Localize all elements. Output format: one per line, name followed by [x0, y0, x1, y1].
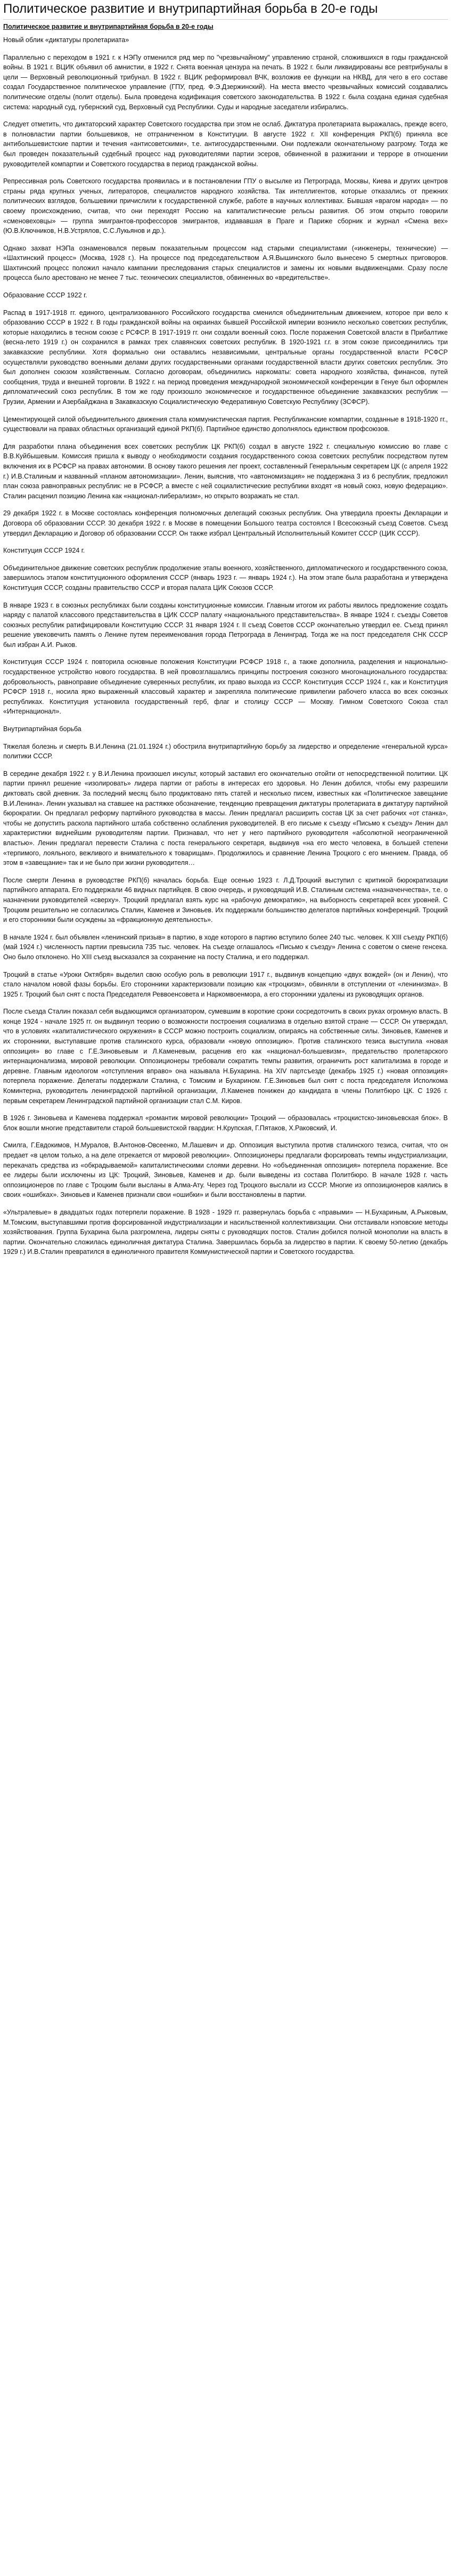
paragraph: Для разработки плана объединения всех советских республик ЦК РКП(б) создал в августе 1922 г. специальную комиссию во главе с В.В.Куйбышевым. Комиссия пришла к выводу о необходимости создания государственного союза советских республик посредством путем включения их в РСФСР на правах автономии. В основу такого решения лег проект, составленный Генеральным секретарем ЦК (с апреля 1922 г.) И.В.Сталиным и названный «планом автономизации». Ленин, выяснив, что «автономизация» не поддержана 3 из 6 республик, предложил план союза равноправных республик: не в РСФСР, а вместе с ней социалистические республики входят «в новый союз, новую федерацию». Сталин расценил позицию Ленина как «национал-либерализм», но открыто возражать не стал.	[3, 442, 448, 500]
page-title: Политическое развитие и внутрипартийная борьба в 20-е годы	[3, 2, 378, 16]
paragraph: Следует отметить, что диктаторский характер Советского государства при этом не ослаб. Диктатура пролетариата выражалась, прежде всего, в полновластии партии большевиков, не отграниченном в Конституции. В августе 1922 г. XII конференция РКП(б) приняла все антибольшевистские партии и течения «антисоветскими», т.е. антигосударственными. Они подлежали окончательному разгрому. Тогда же был проведен показательный судебный процесс над руководителями партии эсеров, обвиненной в разжигании и терроре в отношении руководителей компартии и Советского государства в период гражданской войны.	[3, 120, 448, 168]
paragraph: Тяжелая болезнь и смерть В.И.Ленина (21.01.1924 г.) обострила внутрипартийную борьбу за лидерство и определение «генеральной курса» политики СССР.	[3, 742, 448, 760]
article-subtitle: Политическое развитие и внутрипартийная борьба в 20-е годы	[3, 23, 214, 30]
paragraph: 29 декабря 1922 г. в Москве состоялась конференция полномочных делегаций союзных республик. Она утвердила проекты Декларации и Договора об образовании СССР. 30 декабря 1922 г. в Москве в помещении Большого театра состоялся I Всесоюзный съезд Советов. Съезд утвердил Декларацию и Договор об образовании СССР. Он также избрал Центральный Исполнительный Комитет СССР (ЦИК СССР).	[3, 509, 448, 537]
paragraph: «Ультралевые» в двадцатых годах потерпели поражение. В 1928 - 1929 гг. развернулась борьба с «правыми» — Н.Бухариным, А.Рыковым, М.Томским, выступавшими против форсированной индустриализации и насильственной коллективизации. Они отстаивали нэповские методы хозяйствования. Группа Бухарина была разгромлена, лидеры сняты с руководящих постов. Сталин добился полной монополии на власть в партии. Окончательно сложилась единоличная диктатура Сталина. Завершилась борьба за лидерство в партии. К своему 50-летию (декабрь 1929 г.) И.В.Сталин превратился в единоличного правителя Коммунистической партии и Советского государства.	[3, 1208, 448, 1256]
paragraph: Репрессивная роль Советского государства проявилась и в постановлении ГПУ о высылке из Петрограда, Москвы, Киева и других центров страны ряда крупных ученых, литераторов, специалистов народного хозяйства. Так интеллигентов, которые отказались от прежних политических взглядов, большевики причислили к государственной службе, работе в научных коллективах. Бывшая «врагом народа» — по своему происхождению, считав, что они переходят Россию на капиталистические рельсы развития. Об этом открыто говорили «сменовеховцы» — группа эмигрантов-профессоров эмигрантов, издававшая в Праге и Париже сборник и журнал «Смена вех» (Ю.В.Ключников, Н.В.Устрялов, С.С.Лукьянов и др.).	[3, 177, 448, 235]
section-heading: Внутрипартийная борьба	[3, 725, 81, 733]
paragraph: Цементирующей силой объединительного движения стала коммунистическая партия. Республиканские компартии, созданные в 1918-1920 гг., существовали на правах областных организаций единой РКП(б). Партийное единство дополнялось единством профсоюзов.	[3, 415, 448, 433]
section-heading: Образование СССР 1922 г.	[3, 291, 87, 299]
paragraph: В 1926 г. Зиновьева и Каменева поддержал «романтик мировой революции» Троцкий — образовалась «троцкистско-зиновьевская блок». В блок вошли многие представители старой большевистской гвардии: Н.Крупская, Г.Пятаков, Х.Раковский, И.	[3, 1114, 448, 1132]
paragraph: Параллельно с переходом в 1921 г. к НЭПу отменился ряд мер по "чрезвычайному" управлению страной, сложившихся в годы гражданской войны. В 1921 г. ВЦИК объявил об амнистии, в 1922 г. Снята военная цензура на печать. В 1922 г. были ликвидированы все ревтрибуналы в цели — Верховный революционный трибунал. В 1922 г. ВЦИК реформировал ВЧК, возложив ее функции на НКВД, для чего в его составе создал Государственное политическое управление (ГПУ, пред. Ф.Э.Дзержинский). На места вместо чрезвычайных комиссий создавались политические отделы (полит отделы). Была проведена кодификация советского законодательства. В 1922 г. была создана единая судебная система: народный суд, губернский суд, Верховный суд Республики. Суды и народные заседатели избирались.	[3, 53, 448, 111]
paragraph: В январе 1923 г. в союзных республиках были созданы конституционные комиссии. Главным итогом их работы явилось предложение создать наряду с палатой классового представительства в ЦИК СССР палату «национального представительства». В январе 1924 г. съезды Советов союзных республик ратифицировали Конституцию СССР. 31 января 1924 г. II съезд Советов СССР окончательно утвердил ее. Съезд принял решение увековечить память о Ленине путем переименования города Петрограда в Ленинград. Тогда же на пост председателя СНК СССР был избран А.И. Рыков.	[3, 601, 448, 649]
paragraph: Смилга, Г.Евдокимов, Н.Муралов, В.Антонов-Овсеенко, М.Лашевич и др. Оппозиция выступила против сталинского тезиса, считая, что он предает «в целом только, а на деле отрекается от мировой революции». Оппозиционеры предлагали форсировать темпы индустриализации, перекачать средства из «обкрадываемой» капиталистическими слоями деревни. Но «объединенная оппозиция» потерпела поражение. Все ее лидеры были исключены из ЦК: Троцкий, Зиновьев, Каменев и др. были выведены из состава Политбюро. В начале 1928 г. часть оппозиционеров по главе с Троцким были высланы в Алма-Ату. Через год Троцкого выслали из СССР. Многие из оппозиционеров каялись в своих «ошибках». Зиновьев и Каменев признали свои «ошибки» и были восстановлены в партии.	[3, 1141, 448, 1199]
paragraph: Конституция СССР 1924 г. повторила основные положения Конституции РСФСР 1918 г., а также дополнила, разделения и национально-государственное устройство нового государства. В ней провозглашались принципы построения союзного многонационального государства: добровольность, равноправие объединение суверенных республик, их право выхода из СССР. Конституция СССР 1924 г., как и Конституция РСФСР 1918 г., носила ярко выраженный классовый характер и закрепляла политические привилегии рабочего класса во всех союзных республиках. Конституция установила государственный герб, флаг и столицу СССР — Москву. Гимном Советского Союза стал «Интернационал».	[3, 658, 448, 716]
paragraph: После съезда Сталин показал себя выдающимся организатором, сумевшим в короткие сроки сосредоточить в своих руках огромную власть. В конце 1924 - начале 1925 гг. он выдвинул теорию о возможности построения социализма в отдельно взятой стране — СССР. Он утверждал, что в условиях «капиталистического окружения» в СССР можно построить социализм, опираясь на собственные силы. Зиновьев, Каменев и их сторонники, выступавшие против сталинского курса, образовали «новую оппозицию». Против сталинского тезиса выступила «новая оппозиция» во главе с Г.Е.Зиновьевым и Л.Каменевым, расценив его как «национал-большевизм», предательство пролетарского интернационализма, мировой революции. Оппозиционеры требовали сократить темпы развития, ограничить рост капитализма в городе и деревне. Главным идеологом «отступления вправо» она называла Н.Бухарина. На XIV партсъезде (декабрь 1925 г.) «новая оппозиция» потерпела поражение. Делегаты поддержали Сталина, с Томским и Бухарином. Г.Е.Зиновьев был снят с поста председателя Исполкома Коминтерна, руководитель ленинградской партийной организации, Л.Каменев понижен до кандидата в члены Политбюро ЦК. С 1926 г. первым секретарем Ленинградской партийной организации стал С.М. Киров.	[3, 1008, 448, 1105]
section-heading: Конституция СССР 1924 г.	[3, 547, 85, 555]
paragraph: После смерти Ленина в руководстве РКП(б) началась борьба. Еще осенью 1923 г. Л.Д.Троцкий выступил с критикой бюрократизации партийного аппарата. Его поддержали 46 видных партийцев. В свою очередь, и руководящий И.В. Сталиным система «назначенчества», т.е. о назначении руководителей «сверху». Троцкий предлагал взять курс на «рабочую демократию», на выборность секретарей всех уровней. С Троцким решительно не согласились Сталин, Каменев и Зиновьев. Их поддержали большинство делегатов партийных конференций. Троцкий и его сторонники были осуждены за «фракционную деятельность».	[3, 876, 448, 924]
paragraph: Распад в 1917-1918 гг. единого, централизованного Российского государства сменился объединительным движением, которое при вело к образованию СССР в 1922 г. В годы гражданской войны на окраинах бывшей Российской империи возникло несколько советских республик, которые находились в тесном союзе с РСФСР. В 1917-1919 гг. они создали военный союз. После поражения Советской власти в Прибалтике (весна-лето 1919 г.) он сохранился в рамках трех славянских советских республик. В 1920-1921 г.г. в этом союзе присоединились три закавказские республики. Хотя формально они оставались независимыми, центральные органы государственной власти РСФСР осуществляли руководство военными делами других государственными органами государственной власти других советских республик. Это был дополнен союзом хозяйственным. Согласно договорам, объединились наркоматы: совета народного хозяйства, финансов, путей сообщения, труда и внешней торговли. В 1922 г. на период проведения международной экономической конференции в Генуе был оформлен дипломатический союз республик. В том же году произошло экономическое и государственное объединение закавказских республик — Грузии, Армении и Азербайджана в Закавказскую Социалистическую Федеративную Советскую Республику (ЗСФСР).	[3, 309, 448, 406]
paragraph: Однако захват НЭПа ознаменовался первым показательным процессом над старыми специалистами («инженеры, технические) — «Шахтинский процесс» (Москва, 1928 г.). На процессе под председательством А.Я.Вышинского было вынесено 5 смертных приговоров. Шахтинский процесс положил начало кампании преследования старых специалистов и замены их новыми выдвиженцами. Сразу после процесса было арестовано не менее 7 тыс. технических специалистов, обвиненных во «вредительстве».	[3, 244, 448, 282]
article-body	[3, 35, 448, 1257]
paragraph: В середине декабря 1922 г. у В.И.Ленина произошел инсульт, который заставил его окончательно отойти от непосредственной политики. ЦК партии принял решение «изолировать» лидера партии от работы в интересах его здоровья. Но Ленин добился, чтобы ему разрешили диктовать свой дневник. За последний месяц было продиктовано пять статей и несколько писем, известных как «Политическое завещание В.И.Ленина». Ленин указывал на ставшее на растяжке обозначение, тенденцию превращения диктатуры пролетариата в диктатуру партийной бюрократии. Он предлагал реформу партийного руководства в массы. Ленин предлагал расширить состав ЦК за счет рабочих «от станка», чтобы не допустить раскола партийного штаба собственно ослабления руководителей. В его письме к съезду «Письмо к съезду» Ленин дал характеристики виднейшим руководителям партии. Признавал, что нет у него партийного руководителя «абсолютной неограниченной властью». Ленин предлагал перевести Сталина с поста генерального секретаря, выдвинув «на его место человека, в большей степени «терпимого, лояльного, вежливого и внимательного к товарищам». Продолжилось и сравнение Ленина Троцкого с его мнением. Правда, об этом в «завещание» так и не было при жизни руководителя…	[3, 769, 448, 867]
paragraph: В начале 1924 г. был объявлен «ленинский призыв» в партию, в ходе которого в партию вступило более 240 тыс. человек. К XIII съезду РКП(б) (май 1924 г.) численность партии превысила 735 тыс. человек. На съезде оглашалось «Письмо к съезду» Ленина с советом о смене генсека. Оно было отклонено. Но ХIII съезд высказался за сохранение на посту Сталина, и его поддержал.	[3, 933, 448, 961]
paragraph: Троцкий в статье «Уроки Октября» выделил свою особую роль в революции 1917 г., выдвинув концепцию «двух вождей» (он и Ленин), что стало началом новой фазы борьбы. Его сторонники характеризовали позицию как «троцкизм», обвиняли в отступлении от «ленинизма». В 1925 г. Троцкий был снят с поста Председателя Реввоенсовета и Наркомвоенмора, а его сторонники удалены из руководящих органов.	[3, 970, 448, 998]
title-divider	[3, 19, 448, 20]
paragraph: Объединительное движение советских республик продолжение этапы военного, хозяйственного, дипломатического и государственного союза, завершилось этапом конституционного оформления СССР (январь 1923 г. — январь 1924 г.). На этом этапе была разработана и утверждена Конституция СССР, созданы правительство СССР и вторая палата ЦИК Союзов СССР.	[3, 564, 448, 592]
section-heading: Новый облик «диктатуры пролетариата»	[3, 36, 129, 44]
